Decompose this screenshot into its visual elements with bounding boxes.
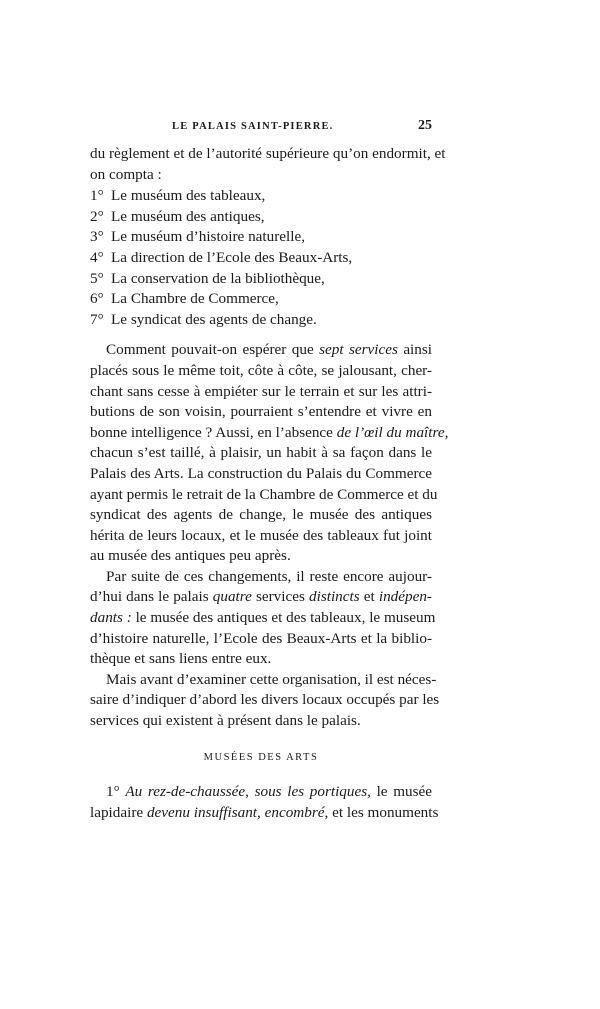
paragraph: Par suite de ces changements, il reste encore aujour- d’hui dans le palais quatre services distincts et indépen- dants : le musée des antiques et des tableaux, le museum d’histoire naturelle, l’Ecole des Beaux-Arts et la biblio- thèque et sans liens entre eux. xyxy=(90,567,436,668)
list-item: 2° Le muséum des antiques, xyxy=(90,207,265,225)
list-item: 3° Le muséum d’histoire naturelle, xyxy=(90,228,306,246)
list-item: 7° Le syndicat des agents de change. xyxy=(90,310,317,328)
text-line: on compta : xyxy=(90,165,162,183)
list-item: 5° La conservation de la bibliothèque, xyxy=(90,269,325,287)
list-item: 6° La Chambre de Commerce, xyxy=(90,290,279,308)
body-text xyxy=(90,144,449,823)
services-list xyxy=(90,186,432,330)
text-line: du règlement et de l’autorité supérieure qu’on endormit, et xyxy=(90,145,446,162)
paragraph: Mais avant d’examiner cette organisation, il est néces- saire d’indiquer d’abord les divers locaux occupés par les services qui existent à présent dans le palais. xyxy=(90,670,440,730)
list-item: 1° Le muséum des tableaux, xyxy=(90,187,266,205)
paragraph: Comment pouvait-on espérer que sept services ainsi placés sous le même toit, côte à côte, se jalousant, cher- chant sans cesse à empiéter sur le terrain et sur les attri- butions de son voisin, pourraient s’entendre et vivre en bonne intelligence ? Aussi, en l’absence de l’œil du maître, chacun s’est taillé, à plaisir, un habit à sa façon dans le Palais des Arts. La construction du Palais du Commerce ayant permis le retrait de la Chambre de Commerce et du syndicat des agents de change, le musée des antiques hérita de leurs locaux, et le musée des tableaux fut joint au musée des antiques peu après. xyxy=(90,341,449,565)
paragraph: 1° Au rez-de-chaussée, sous les portiques, le musée lapidaire devenu insuffisant, encombré, et les monuments xyxy=(90,783,439,821)
page-header xyxy=(110,118,432,141)
list-item: 4° La direction de l’Ecole des Beaux-Arts, xyxy=(90,248,353,266)
running-title: LE PALAIS SAINT-PIERRE. xyxy=(172,121,334,132)
page-number: 25 xyxy=(418,118,432,133)
section-title: MUSÉES DES ARTS xyxy=(203,751,319,763)
